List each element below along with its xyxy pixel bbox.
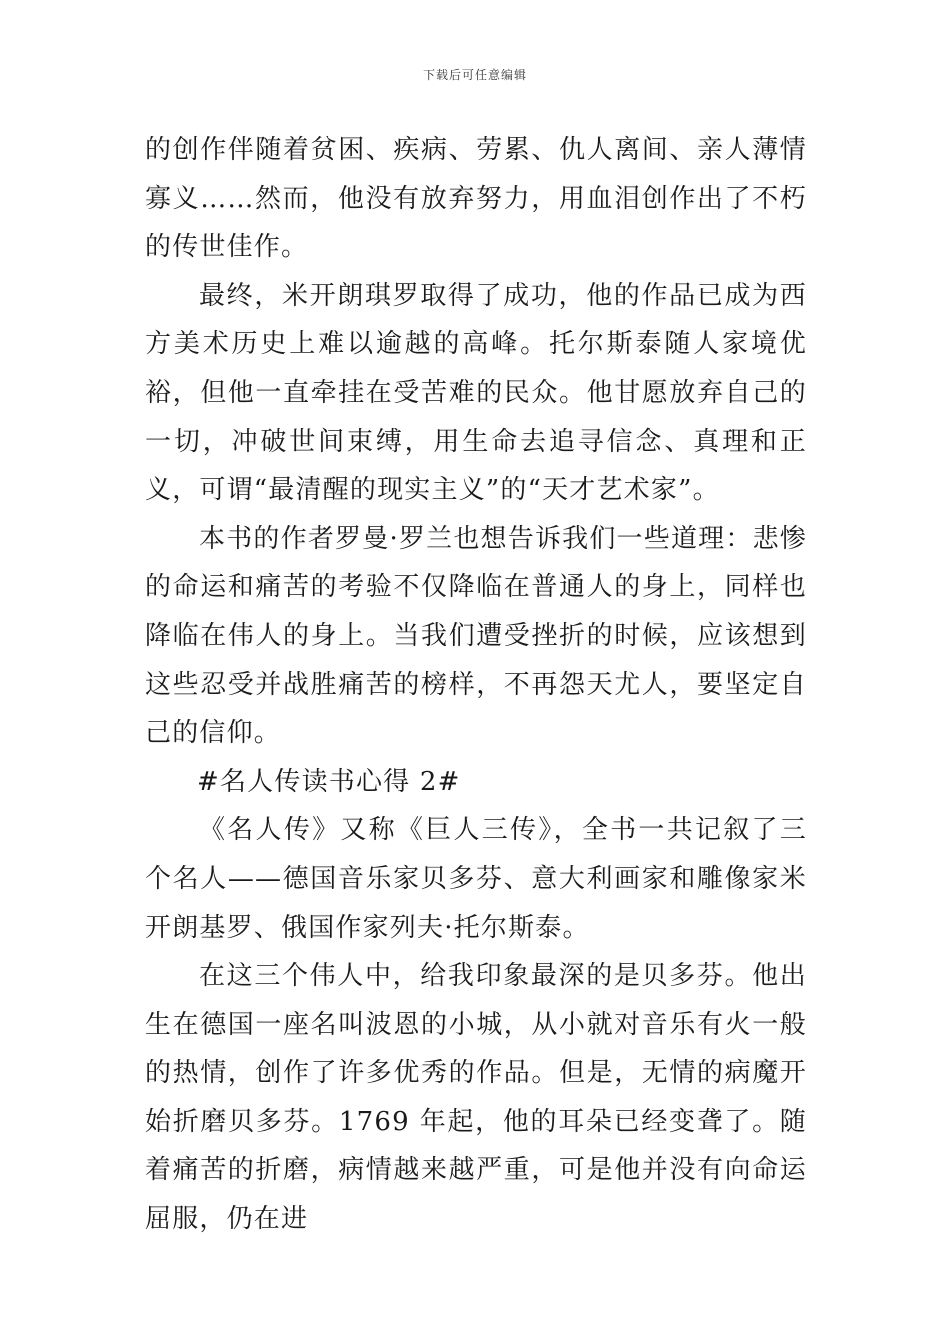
header-note: 下载后可任意编辑 [422,68,527,82]
paragraph-4: 《名人传》又称《巨人三传》，全书一共记叙了三个名人——德国音乐家贝多芬、意大利画家和雕像家米开朗基罗、俄国作家列夫·托尔斯泰。 [145,815,807,943]
document-body [145,126,807,1244]
section-heading: #名人传读书心得 2# [197,766,461,797]
paragraph-1: 的创作伴随着贫困、疾病、劳累、仇人离间、亲人薄情寡义……然而，他没有放弃努力，用血泪创作出了不朽的传世佳作。 [145,135,807,263]
paragraph-2: 最终，米开朗琪罗取得了成功，他的作品已成为西方美术历史上难以逾越的高峰。托尔斯泰随人家境优裕，但他一直牵挂在受苦难的民众。他甘愿放弃自己的一切，冲破世间束缚，用生命去追寻信念、真理和正义，可谓“最清醒的现实主义”的“天才艺术家”。 [145,280,807,506]
paragraph-5: 在这三个伟人中，给我印象最深的是贝多芬。他出生在德国一座名叫波恩的小城，从小就对音乐有火一般的热情，创作了许多优秀的作品。但是，无情的病魔开始折磨贝多芬。1769 年起，他的耳朵已经变聋了。随着痛苦的折磨，病情越来越严重，可是他并没有向命运屈服，仍在进 [145,961,807,1235]
paragraph-3: 本书的作者罗曼·罗兰也想告诉我们一些道理：悲惨的命运和痛苦的考验不仅降临在普通人的身上，同样也降临在伟人的身上。当我们遭受挫折的时候，应该想到这些忍受并战胜痛苦的榜样，不再怨天尤人，要坚定自己的信仰。 [145,523,807,749]
